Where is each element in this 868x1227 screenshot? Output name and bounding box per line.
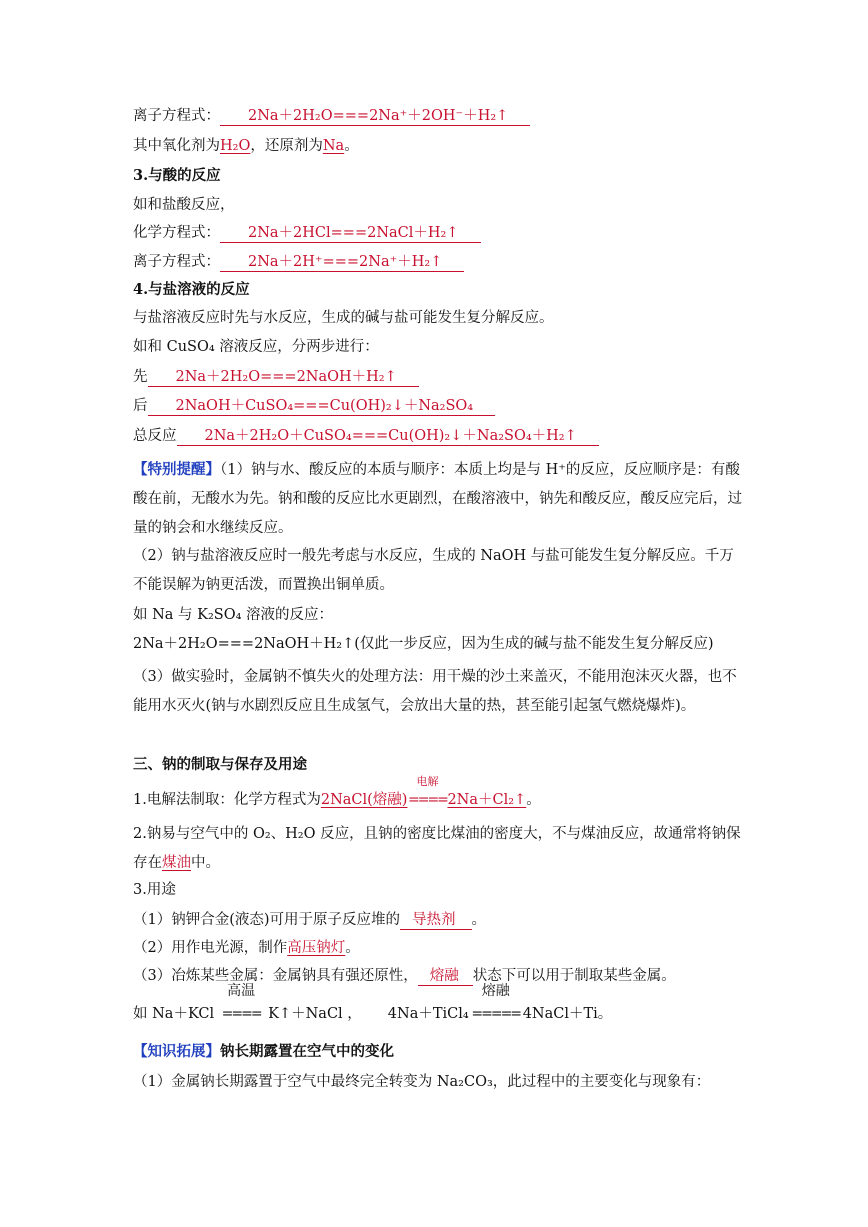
label: 总反应	[133, 428, 177, 444]
answer-electrolysis-reactant: 2NaCl(熔融)	[320, 792, 408, 808]
text: 2.钠易与空气中的 O₂、H₂O 反应，且钠的密度比煤油的密度大，不与煤油反应，故通常将钠保存在	[133, 826, 741, 871]
salt-solution-desc: 与盐溶液反应时先与水反应，生成的碱与盐可能发生复分解反应。	[133, 310, 554, 326]
answer-ionic-water: 2Na＋2H₂O===2Na⁺＋2OH⁻＋H₂↑	[220, 108, 530, 126]
condition-high-temp	[214, 983, 268, 1024]
text: K↑＋NaCl ，	[268, 1006, 362, 1022]
answer-kerosene: 煤油	[162, 855, 191, 871]
label: 离子方程式：	[133, 108, 220, 124]
condition-molten	[469, 983, 523, 1024]
answer-reductant: Na	[322, 138, 345, 154]
overall-reaction	[133, 426, 599, 446]
special-tip-tag: 【特别提醒】	[133, 461, 220, 478]
answer-heat-conductor: 导热剂	[400, 912, 472, 930]
extension-title: 钠长期露置在空气中的变化	[220, 1043, 394, 1060]
text: 其中氧化剂为	[133, 138, 220, 154]
answer-hcl-chem: 2Na＋2HCl===2NaCl＋H₂↑	[220, 225, 481, 243]
text: 状态下可以用于制取某些金属。	[472, 968, 676, 984]
answer-step1: 2Na＋2H₂O===2NaOH＋H₂↑	[148, 369, 419, 387]
answer-step2: 2NaOH＋CuSO₄===Cu(OH)₂↓＋Na₂SO₄	[148, 398, 496, 416]
hcl-intro: 如和盐酸反应，	[133, 197, 235, 213]
heading-salt-solution: 4.与盐溶液的反应	[133, 281, 250, 298]
special-tip-3: （3）做实验时，金属钠不慎失火的处理方法：用干燥的沙土来盖灭，不能用泡沫灭火器，也不能用水灭火(钠与水剧烈反应且生成氢气，会放出大量的热，甚至能引起氢气燃烧爆炸)。	[133, 669, 737, 714]
text: 如 Na＋KCl	[133, 1006, 215, 1022]
cuso4-intro: 如和 CuSO₄ 溶液反应，分两步进行：	[133, 339, 379, 355]
tip-text: （1）钠与水、酸反应的本质与顺序：本质上均是与 H⁺的反应，反应顺序是：有酸酸在前，无酸水为先。钠和酸的反应比水更剧烈，在酸溶液中，钠先和酸反应，酸反应完后，过量的钠会和水继续反应。	[133, 462, 742, 536]
k2so4-intro: 如 Na 与 K₂SO₄ 溶液的反应：	[133, 607, 334, 623]
text: （2）用作电光源，制作	[133, 940, 288, 956]
text: 中。	[191, 855, 220, 871]
text: （1）钠钾合金(液态)可用于原子反应堆的	[133, 912, 401, 928]
heading-acid-reaction: 3.与酸的反应	[133, 167, 221, 184]
answer-overall: 2Na＋2H₂O＋CuSO₄===Cu(OH)₂↓＋Na₂SO₄＋H₂↑	[177, 428, 599, 446]
text: 。	[344, 138, 359, 154]
step-first	[133, 367, 419, 387]
condition-electrolysis	[407, 775, 447, 810]
condition-label: 电解	[416, 775, 439, 788]
condition-label: 熔融	[481, 983, 510, 999]
equals-sign: =====	[471, 1006, 521, 1022]
text: 。	[345, 940, 360, 956]
text: 。	[526, 792, 541, 808]
reduction-examples	[133, 983, 613, 1024]
text: ，还原剂为	[250, 138, 323, 154]
label: 后	[133, 398, 148, 414]
label: 离子方程式：	[133, 254, 220, 270]
k2so4-equation: 2Na＋2H₂O===2NaOH＋H₂↑(仅此一步反应，因为生成的碱与盐不能发生复分解反应)	[133, 636, 714, 652]
text: 4NaCl＋Ti。	[522, 1006, 613, 1022]
special-tip-1	[133, 455, 743, 543]
answer-sodium-lamp: 高压钠灯	[287, 940, 346, 956]
equals-sign: ====	[407, 792, 447, 808]
ionic-equation-line-1	[133, 106, 530, 126]
equals-sign: ====	[221, 1006, 261, 1022]
knowledge-tag: 【知识拓展】	[133, 1043, 220, 1060]
section-3-heading: 三、钠的制取与保存及用途	[133, 756, 307, 773]
label: 化学方程式：	[133, 225, 220, 241]
label: 先	[133, 369, 148, 385]
answer-hcl-ionic: 2Na＋2H⁺===2Na⁺＋H₂↑	[220, 254, 464, 272]
use-3	[133, 966, 676, 986]
condition-label: 高温	[227, 983, 256, 999]
oxidant-reductant-line	[133, 136, 359, 156]
step-second	[133, 396, 495, 416]
text: 1.电解法制取：化学方程式为	[133, 792, 321, 808]
special-tip-2: （2）钠与盐溶液反应时一般先考虑与水反应，生成的 NaOH 与盐可能发生复分解反应。千万不能误解为钠更活泼，而置换出铜单质。	[133, 548, 734, 593]
answer-molten: 熔融	[418, 968, 473, 986]
text: 。	[471, 912, 487, 928]
electrolysis-line	[133, 775, 541, 810]
storage-line	[133, 820, 743, 878]
use-1	[133, 910, 486, 930]
text: （3）冶炼某些金属：金属钠具有强还原性，	[133, 968, 418, 984]
uses-heading: 3.用途	[133, 882, 176, 898]
text: 4Na＋TiCl₄	[387, 1006, 469, 1022]
answer-electrolysis-product: 2Na＋Cl₂↑	[447, 792, 527, 808]
ionic-equation-hcl	[133, 252, 464, 272]
extension-point-1: （1）金属钠长期露置于空气中最终完全转变为 Na₂CO₃，此过程中的主要变化与现象有：	[133, 1074, 711, 1090]
use-2	[133, 938, 360, 958]
answer-oxidant: H₂O	[220, 138, 251, 154]
chemical-equation-hcl	[133, 223, 481, 243]
knowledge-extension-heading	[133, 1042, 394, 1062]
